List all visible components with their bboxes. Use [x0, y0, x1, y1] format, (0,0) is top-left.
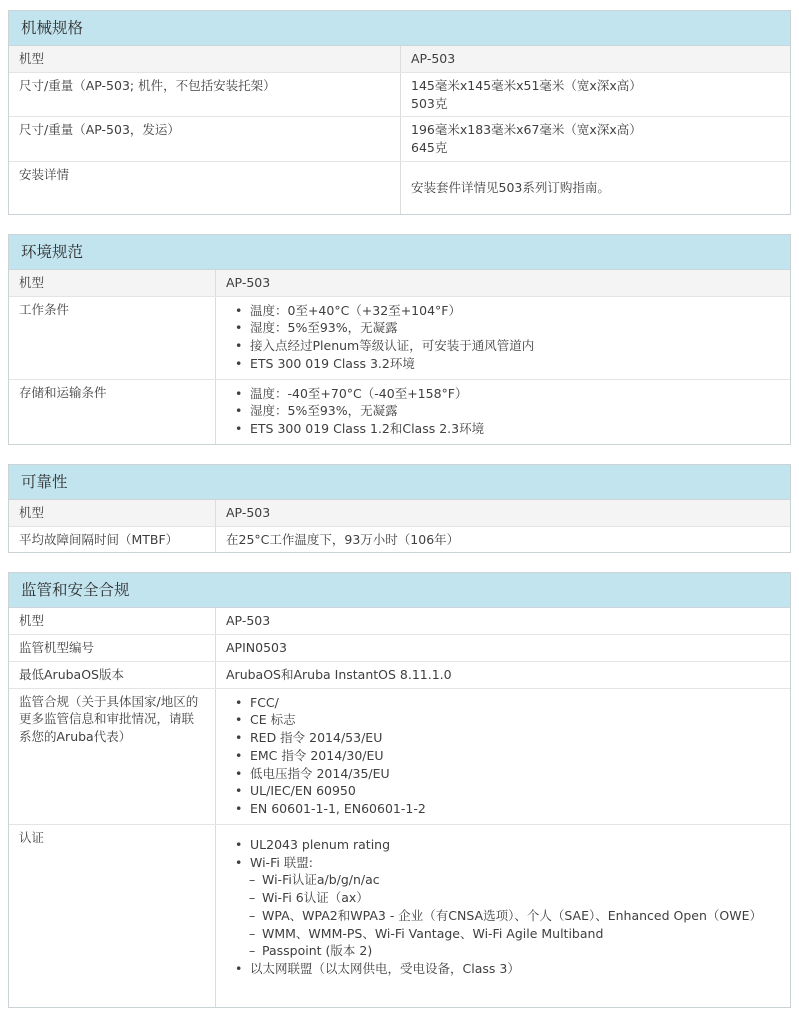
value-line: 安装套件详情见503系列订购指南。 — [411, 179, 610, 195]
row-label: 最低ArubaOS版本 — [9, 662, 216, 688]
sub-bullet-dash: – — [249, 925, 256, 941]
sub-bullet-text: Passpoint (版本 2) — [262, 943, 373, 959]
bullet-list — [226, 835, 780, 980]
spec-row — [9, 662, 790, 689]
row-value — [216, 270, 790, 296]
bullet-item — [232, 960, 780, 978]
sub-bullet-text: WPA、WPA2和WPA3 - 企业（有CNSA选项）、个人（SAE）、Enhanced Open（OWE） — [262, 907, 763, 923]
bullet-dot: • — [235, 836, 243, 852]
bullet-text: 湿度：5%至93%，无凝露 — [250, 403, 398, 419]
row-label: 存储和运输条件 — [9, 380, 216, 444]
bullet-item — [232, 729, 780, 747]
bullet-dot: • — [235, 320, 243, 336]
bullet-item — [232, 420, 780, 438]
value-line: AP-503 — [226, 504, 271, 520]
section-header-environmental — [9, 235, 790, 270]
sub-bullet-dash: – — [249, 890, 256, 905]
row-value — [401, 46, 790, 72]
sub-bullet-text: Wi-Fi 6认证（ax） — [262, 890, 369, 905]
sub-bullet-item — [232, 942, 780, 960]
section-title: 监管和安全合规 — [21, 581, 130, 600]
row-label: 尺寸/重量（AP-503; 机件，不包括安装托架） — [9, 73, 401, 117]
spec-row — [9, 297, 790, 380]
spec-row — [9, 689, 790, 825]
sub-bullet-dash: – — [249, 943, 256, 959]
bullet-item — [232, 319, 780, 337]
bullet-text: 接入点经过Plenum等级认证，可安装于通风管道内 — [250, 338, 535, 353]
row-label: 平均故障间隔时间（MTBF） — [9, 527, 216, 553]
bullet-dot: • — [235, 783, 243, 799]
bullet-list — [226, 693, 780, 820]
bullet-dot: • — [235, 694, 243, 710]
row-label: 监管机型编号 — [9, 635, 216, 661]
section-header-mechanical — [9, 11, 790, 46]
bullet-item — [232, 836, 780, 854]
sub-bullet-item — [232, 889, 780, 907]
value-line: AP-503 — [226, 274, 271, 290]
sub-bullet-dash: – — [249, 872, 256, 888]
bullet-text: EMC 指令 2014/30/EU — [250, 747, 384, 763]
bullet-dot: • — [235, 421, 243, 436]
bullet-text: 温度：0至+40°C（+32至+104°F） — [250, 302, 461, 318]
sub-bullet-text: WMM、WMM-PS、Wi-Fi Vantage、Wi-Fi Agile Multiband — [262, 925, 604, 941]
spec-row — [9, 635, 790, 662]
spec-row — [9, 608, 790, 635]
bullet-item — [232, 747, 780, 765]
bullet-text: UL2043 plenum rating — [250, 836, 391, 852]
value-line: ArubaOS和Aruba InstantOS 8.11.1.0 — [226, 666, 452, 682]
sub-bullet-text: Wi-Fi认证a/b/g/n/ac — [262, 872, 380, 888]
sub-bullet-item — [232, 907, 780, 925]
sub-bullet-item — [232, 925, 780, 943]
bullet-list — [226, 301, 780, 375]
row-label: 工作条件 — [9, 297, 216, 379]
spec-row — [9, 162, 790, 214]
bullet-item — [232, 385, 780, 403]
bullet-text: 低电压指令 2014/35/EU — [250, 765, 390, 781]
bullet-dot: • — [235, 302, 243, 318]
row-value — [216, 608, 790, 634]
spec-row — [9, 117, 790, 162]
bullet-dot: • — [235, 765, 243, 781]
spec-table-regulatory — [8, 572, 791, 1008]
bullet-item — [232, 782, 780, 800]
row-label: 尺寸/重量（AP-503，发运） — [9, 117, 401, 161]
bullet-text: 以太网联盟（以太网供电，受电设备，Class 3） — [250, 961, 520, 976]
value-line: 503克 — [411, 95, 448, 111]
spec-row — [9, 46, 790, 73]
bullet-dot: • — [235, 403, 243, 419]
bullet-item — [232, 854, 780, 872]
row-value — [216, 635, 790, 661]
row-value — [216, 662, 790, 688]
spec-row — [9, 73, 790, 118]
row-label: 机型 — [9, 46, 401, 72]
row-label: 安装详情 — [9, 162, 401, 214]
row-value — [216, 527, 790, 553]
bullet-text: ETS 300 019 Class 1.2和Class 2.3环境 — [250, 421, 485, 436]
row-label: 机型 — [9, 608, 216, 634]
bullet-text: 湿度：5%至93%，无凝露 — [250, 320, 398, 336]
spec-row — [9, 500, 790, 527]
row-value — [401, 162, 790, 214]
bullet-item — [232, 337, 780, 355]
row-value — [401, 117, 790, 161]
bullet-dot: • — [235, 961, 243, 976]
bullet-text: CE 标志 — [250, 712, 296, 728]
bullet-item — [232, 402, 780, 420]
value-line: 645克 — [411, 140, 448, 155]
row-label: 监管合规（关于具体国家/地区的更多监管信息和审批情况，请联系您的Aruba代表） — [9, 689, 216, 824]
section-title: 环境规范 — [21, 242, 84, 261]
bullet-list — [226, 384, 780, 440]
spec-table-mechanical — [8, 10, 791, 215]
bullet-text: 温度：-40至+70°C（-40至+158°F） — [250, 385, 468, 401]
bullet-item — [232, 355, 780, 373]
bullet-item — [232, 694, 780, 712]
bullet-text: RED 指令 2014/53/EU — [250, 730, 383, 745]
spec-row — [9, 270, 790, 297]
row-value — [216, 500, 790, 526]
row-value — [216, 297, 790, 379]
row-label: 认证 — [9, 825, 216, 1007]
bullet-text: Wi-Fi 联盟: — [250, 854, 314, 870]
value-line: APIN0503 — [226, 640, 287, 655]
value-line: 145毫米x145毫米x51毫米（宽x深x高） — [411, 77, 642, 93]
sub-bullet-item — [232, 871, 780, 889]
spec-row — [9, 380, 790, 444]
value-line: 196毫米x183毫米x67毫米（宽x深x高） — [411, 122, 642, 138]
row-value — [401, 73, 790, 117]
value-line: AP-503 — [411, 51, 456, 66]
bullet-text: EN 60601-1-1, EN60601-1-2 — [250, 801, 426, 816]
bullet-item — [232, 765, 780, 783]
bullet-dot: • — [235, 712, 243, 728]
bullet-text: UL/IEC/EN 60950 — [250, 783, 356, 799]
spec-table-environmental — [8, 234, 791, 445]
row-label: 机型 — [9, 500, 216, 526]
bullet-item — [232, 800, 780, 818]
bullet-text: FCC/ — [250, 694, 279, 710]
sub-bullet-dash: – — [249, 907, 256, 923]
bullet-dot: • — [235, 747, 243, 763]
row-label: 机型 — [9, 270, 216, 296]
bullet-text: ETS 300 019 Class 3.2环境 — [250, 355, 415, 371]
bullet-item — [232, 302, 780, 320]
row-value — [216, 825, 790, 1007]
value-line: 在25°C工作温度下，93万小时（106年） — [226, 531, 460, 547]
bullet-dot: • — [235, 385, 243, 401]
spec-table-reliability — [8, 464, 791, 554]
bullet-dot: • — [235, 338, 243, 353]
spec-row — [9, 527, 790, 553]
section-title: 机械规格 — [21, 19, 84, 37]
section-header-reliability — [9, 465, 790, 500]
bullet-item — [232, 711, 780, 729]
bullet-dot: • — [235, 730, 243, 745]
bullet-dot: • — [235, 355, 243, 371]
row-value — [216, 689, 790, 824]
bullet-dot: • — [235, 801, 243, 816]
bullet-dot: • — [235, 854, 243, 870]
section-header-regulatory — [9, 573, 790, 608]
value-line: AP-503 — [226, 613, 271, 629]
section-title: 可靠性 — [21, 472, 68, 491]
row-value — [216, 380, 790, 444]
spec-row — [9, 825, 790, 1007]
